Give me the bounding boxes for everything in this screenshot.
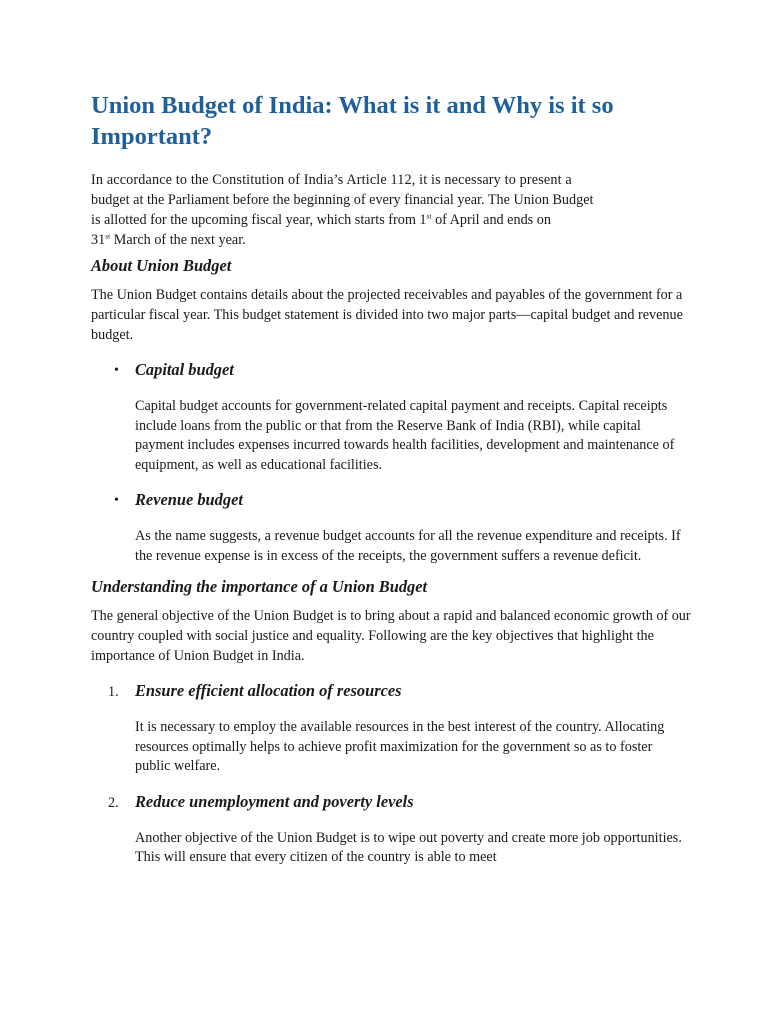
bullet-icon: • [114,363,119,378]
document-page [91,90,691,868]
intro-line: budget at the Parliament before the beginning of every financial year. The Union Budget [91,192,594,208]
intro-text: March of the next year. [110,232,246,248]
section-heading-importance: Understanding the importance of a Union Budget [91,577,428,596]
intro-line [91,210,691,230]
bullet-paragraph: As the name suggests, a revenue budget accounts for all the revenue expenditure and receipts. If the revenue expense is in excess of the receipts, the government suffers a revenue deficit. [135,528,681,564]
page-title: Union Budget of India: What is it and Why is it so Important? [91,92,614,150]
about-paragraph: The Union Budget contains details about the projected receivables and payables of the government for a particular fiscal year. This budget statement is divided into two major parts—capital budget and revenue budget. [91,287,683,343]
intro-text: 31 [91,232,106,248]
numbered-item-2 [91,791,691,813]
bullet-icon: • [114,493,119,508]
numbered-heading: Ensure efficient allocation of resources [135,681,402,700]
intro-text: of April and ends on [431,212,551,228]
bullet-paragraph: Capital budget accounts for government-related capital payment and receipts. Capital receipts include loans from the public or that from the Reserve Bank of India (RBI), while capital payment includes expenses incurred towards health facilities, development and maintenance of equipment, as well as educational facilities. [135,398,675,473]
bullet-item-capital [91,359,691,381]
numbered-paragraph: Another objective of the Union Budget is to wipe out poverty and create more job opportunities. This will ensure that every citizen of the country is able to meet [135,829,682,865]
intro-line: In accordance to the Constitution of India’s Article 112, it is necessary to present a [91,172,572,188]
intro-text: is allotted for the upcoming fiscal year, which starts from 1 [91,212,427,228]
list-number: 2. [108,794,119,811]
numbered-paragraph: It is necessary to employ the available resources in the best interest of the country. Allocating resources optimally helps to achieve profit maximization for the government so as to foster public welfare. [135,719,665,774]
section-heading-about: About Union Budget [91,256,232,275]
list-number: 1. [108,684,119,700]
intro-line [91,230,691,250]
numbered-heading: Reduce unemployment and poverty levels [135,791,414,811]
bullet-heading: Revenue budget [135,490,243,509]
intro-paragraph [91,170,691,250]
numbered-item-1 [91,680,691,702]
importance-paragraph: The general objective of the Union Budget is to bring about a rapid and balanced economic growth of our country coupled with social justice and equality. Following are the key objectives that highlight the importance of Union Budget in India. [91,608,691,664]
bullet-heading: Capital budget [135,360,234,379]
ordinal-suffix: st [426,211,432,221]
bullet-item-revenue [91,489,691,511]
ordinal-suffix: st [105,231,111,241]
